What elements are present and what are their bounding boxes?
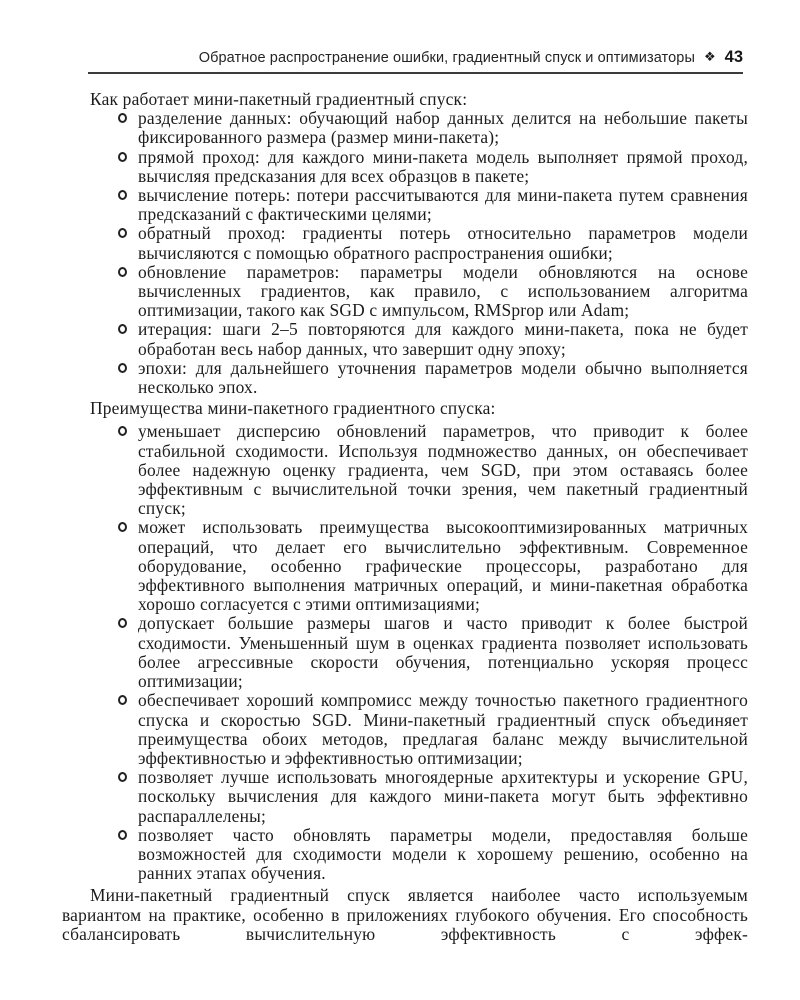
list-item-text: эпохи: для дальнейшего уточнения параметров модели обычно выполняется несколько эпох. bbox=[138, 357, 748, 398]
diamond-ornament-icon: ❖ bbox=[703, 50, 716, 65]
running-head-title: Обратное распространение ошибки, градиентный спуск и оптимизаторы bbox=[198, 50, 695, 66]
list-item-text: прямой проход: для каждого мини-пакета модель выполняет прямой проход, вычисляя предсказания для всех образцов в пакете; bbox=[138, 146, 748, 186]
circle-bullet-icon bbox=[118, 152, 127, 162]
list-item bbox=[62, 359, 748, 397]
list-item bbox=[62, 518, 748, 614]
list-item-text: обратный проход: градиенты потерь относительно параметров модели вычисляются с помощью обратного распространения ошибки; bbox=[138, 223, 748, 263]
list-item bbox=[62, 826, 748, 884]
list-item-text: обеспечивает хороший компромисс между точностью пакетного градиентного спуска и скоростью SGD. Мини-пакетный градиентный спуск объединяет преимущества обоих методов, предлагая баланс между вычислительной эффективностью и эффективностью оптимизации; bbox=[138, 690, 748, 768]
list-item-text: разделение данных: обучающий набор данных делится на небольшие пакеты фиксированного размера (размер мини-пакета); bbox=[138, 108, 748, 148]
circle-bullet-icon bbox=[118, 228, 127, 238]
circle-bullet-icon bbox=[118, 772, 127, 782]
list-item bbox=[62, 614, 748, 691]
list-item-text: допускает большие размеры шагов и часто приводит к более быстрой сходимости. Уменьшенный шум в оценках градиента позволяет использовать более агрессивные скорости обучения, потенциально ускоряя процесс оптимизации; bbox=[138, 613, 748, 692]
list-item-text: позволяет часто обновлять параметры модели, предоставляя больше возможностей для сходимости модели к хорошему решению, особенно на ранних этапах обучения. bbox=[138, 824, 748, 884]
advantages-list bbox=[62, 422, 748, 883]
circle-bullet-icon bbox=[118, 267, 127, 277]
circle-bullet-icon bbox=[118, 190, 127, 200]
list-item-text: итерация: шаги 2–5 повторяются для каждого мини-пакета, пока не будет обработан весь набор данных, что завершит одну эпоху; bbox=[138, 319, 748, 359]
page-number: 43 bbox=[724, 48, 743, 66]
circle-bullet-icon bbox=[118, 830, 127, 840]
list-item bbox=[62, 263, 748, 321]
list-item-text: обновление параметров: параметры модели обновляются на основе вычисленных градиентов, как правило, с использованием алгоритма оптимизации, такого как SGD с импульсом, RMSprop или Adam; bbox=[138, 261, 748, 321]
list-item-text: позволяет лучше использовать многоядерные архитектуры и ускорение GPU, поскольку вычисления для каждого мини-пакета могут быть эффективно распараллелены; bbox=[138, 767, 748, 826]
list-item bbox=[62, 224, 748, 262]
how-it-works-list bbox=[62, 109, 748, 397]
how-it-works-heading: Как работает мини-пакетный градиентный спуск: bbox=[90, 89, 468, 109]
list-item bbox=[62, 422, 748, 518]
circle-bullet-icon bbox=[118, 363, 127, 373]
circle-bullet-icon bbox=[118, 618, 127, 628]
list-item bbox=[62, 148, 748, 186]
list-item-text: уменьшает дисперсию обновлений параметров, что приводит к более стабильной сходимости. Используя подмножество данных, он обеспечивает более надежную оценку градиента, чем SGD, при этом оставаясь более эффективным с вычислительной точки зрения, чем пакетный градиентный спуск; bbox=[138, 421, 748, 519]
running-head bbox=[88, 48, 743, 74]
circle-bullet-icon bbox=[118, 324, 127, 334]
closing-paragraph: Мини-пакетный градиентный спуск является наиболее часто используемым вариантом на практике, особенно в приложениях глубокого обучения. Его способность сбалансировать вычислительную эффективность с эффек- bbox=[62, 885, 748, 944]
list-item-text: вычисление потерь: потери рассчитываются для мини-пакета путем сравнения предсказаний с фактическими целями; bbox=[138, 185, 748, 225]
list-item bbox=[62, 768, 748, 826]
list-item-text: может использовать преимущества высокооптимизированных матричных операций, что делает его вычислительно эффективным. Современное оборудование, особенно графические процессоры, разработано для эффективного выполнения матричных операций, и мини-пакетная обработка хорошо согласуется с этими оптимизациями; bbox=[138, 517, 748, 615]
circle-bullet-icon bbox=[118, 695, 127, 705]
list-item bbox=[62, 320, 748, 358]
circle-bullet-icon bbox=[118, 522, 127, 532]
page-body bbox=[62, 90, 748, 944]
list-item bbox=[62, 691, 748, 768]
list-item bbox=[62, 109, 748, 147]
advantages-heading: Преимущества мини-пакетного градиентного спуска: bbox=[90, 398, 496, 419]
circle-bullet-icon bbox=[118, 113, 127, 123]
circle-bullet-icon bbox=[118, 426, 127, 436]
list-item bbox=[62, 186, 748, 224]
